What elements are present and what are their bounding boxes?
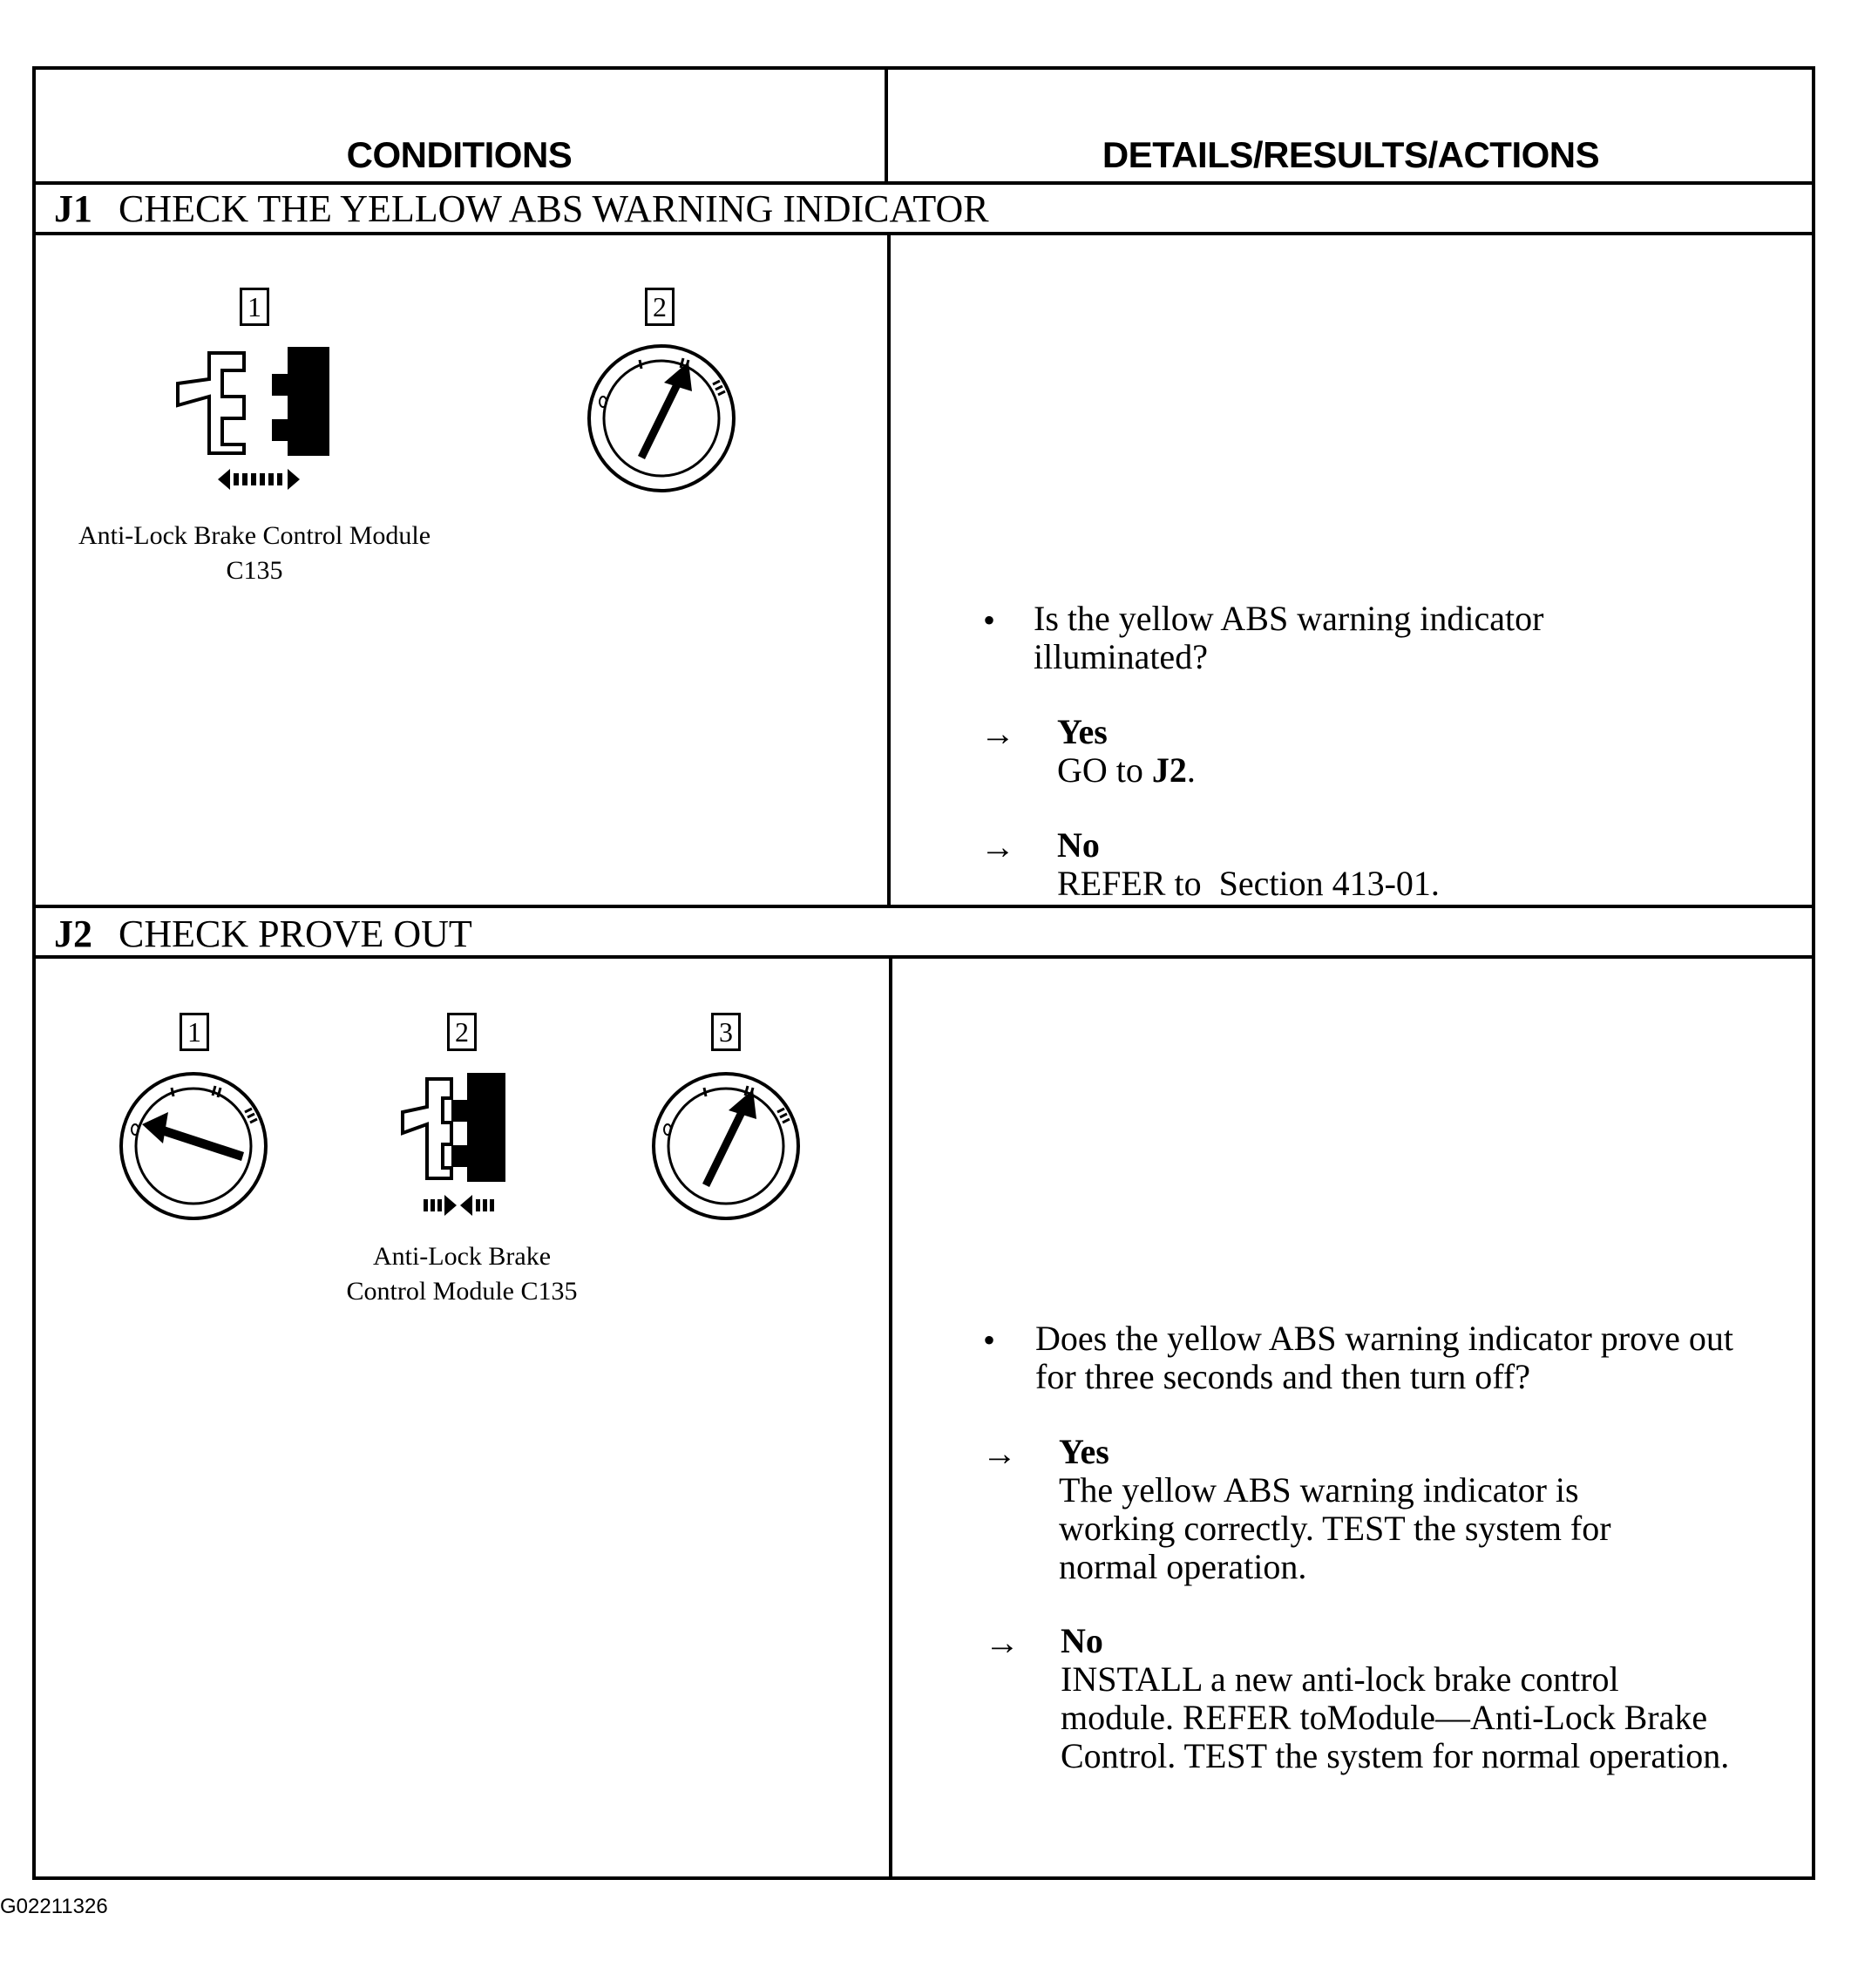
j1-question: Is the yellow ABS warning indicator illuminated? xyxy=(1034,599,1544,676)
j2-yes-block xyxy=(1059,1433,1660,1586)
j2-no-label: No xyxy=(1061,1621,1103,1660)
j1-yes-ref: J2 xyxy=(1151,750,1187,790)
j2-step-title: CHECK PROVE OUT xyxy=(119,913,472,955)
header-rule xyxy=(32,181,1815,185)
j2-step-number-1: 1 xyxy=(180,1013,209,1051)
j2-no-arrow-icon: → xyxy=(985,1623,1020,1662)
ignition-switch-run-icon xyxy=(652,1072,800,1220)
j1-step-number-1: 1 xyxy=(240,288,269,326)
j2-section-title xyxy=(54,912,472,956)
j2-step-number-3: 3 xyxy=(711,1013,741,1051)
j1-divider xyxy=(887,232,891,906)
j1-no-text: REFER to Section 413-01. xyxy=(1057,864,1440,903)
j1-no-block xyxy=(1057,826,1754,903)
j1-step-number-2: 2 xyxy=(645,288,675,326)
figure-id: G02211326 xyxy=(0,1895,108,1918)
conditions-header: CONDITIONS xyxy=(346,134,573,175)
j1-diagram-caption xyxy=(54,519,455,588)
j2-yes-arrow-icon: → xyxy=(982,1434,1017,1473)
j1-no-label: No xyxy=(1057,825,1100,865)
j2-diagram-caption xyxy=(314,1239,610,1309)
j1-yes-text-prefix: GO to xyxy=(1057,750,1152,790)
ignition-switch-run-icon xyxy=(587,344,736,492)
j1-step-title: CHECK THE YELLOW ABS WARNING INDICATOR xyxy=(119,187,989,230)
j1-bullet: • xyxy=(983,600,996,640)
j1-yes-text-suffix: . xyxy=(1186,750,1196,790)
j2-divider xyxy=(889,955,892,1880)
j2-no-block xyxy=(1061,1622,1740,1775)
caption-line-2: Control Module C135 xyxy=(346,1277,578,1306)
details-header: DETAILS/RESULTS/ACTIONS xyxy=(1102,134,1600,175)
table-frame xyxy=(32,66,1815,1880)
caption-line-2: C135 xyxy=(226,556,283,585)
j2-step-id: J2 xyxy=(54,913,92,955)
j2-bullet: • xyxy=(983,1320,996,1360)
j1-yes-arrow-icon: → xyxy=(980,714,1015,753)
j2-question: Does the yellow ABS warning indicator prove out for three seconds and then turn off? xyxy=(1035,1319,1733,1396)
j1-step-id: J1 xyxy=(54,187,92,230)
j1-no-arrow-icon: → xyxy=(980,827,1015,866)
j2-no-text: INSTALL a new anti-lock brake control module. REFER toModule—Anti-Lock Brake Control. TEST the system for normal operation. xyxy=(1061,1659,1730,1775)
connector-connect-icon xyxy=(399,1070,530,1218)
j1-bottom-rule xyxy=(32,905,1815,908)
ignition-switch-off-icon xyxy=(119,1072,268,1220)
j2-step-number-2: 2 xyxy=(447,1013,477,1051)
j2-yes-text: The yellow ABS warning indicator is working correctly. TEST the system for normal operation. xyxy=(1059,1470,1611,1586)
j1-yes-label: Yes xyxy=(1057,712,1108,751)
j1-section-title xyxy=(54,187,989,231)
j1-title-rule xyxy=(32,232,1815,235)
j1-yes-block xyxy=(1057,713,1754,790)
caption-line-1: Anti-Lock Brake xyxy=(372,1242,552,1271)
j2-yes-label: Yes xyxy=(1059,1432,1109,1471)
connector-disconnect-icon xyxy=(174,344,340,501)
caption-line-1: Anti-Lock Brake Control Module xyxy=(78,521,431,550)
